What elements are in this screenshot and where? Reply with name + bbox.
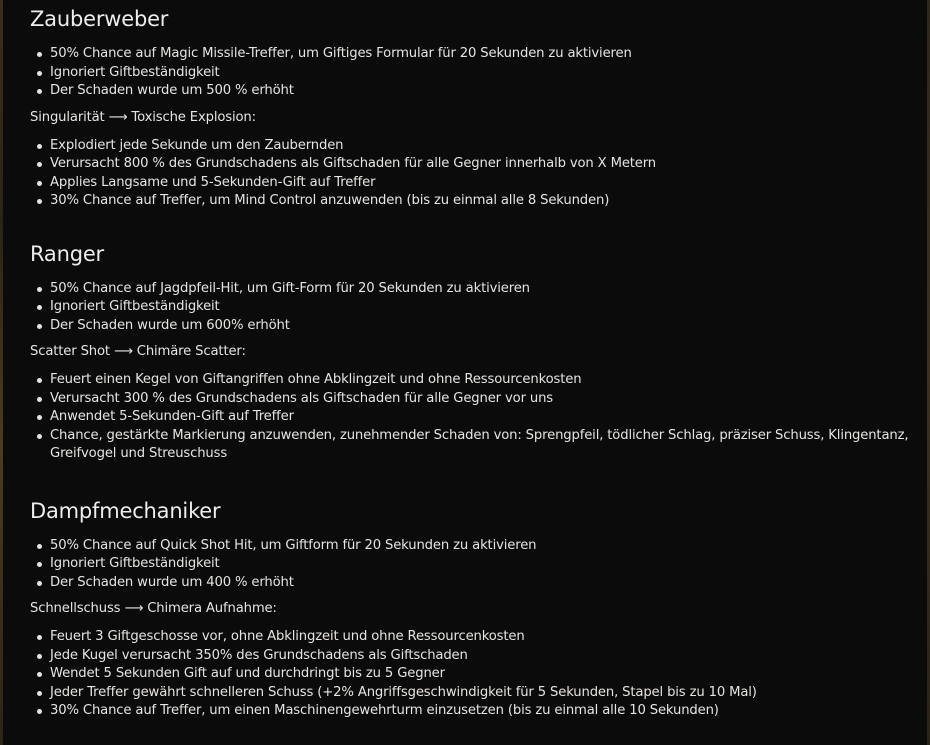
list-item: Jede Kugel verursacht 350% des Grundschadens als Giftschaden	[50, 647, 910, 666]
list-item: 50% Chance auf Quick Shot Hit, um Giftform für 20 Sekunden zu aktivieren	[50, 537, 910, 556]
skill-transform-label: Scatter Shot ⟶ Chimäre Scatter:	[30, 344, 246, 359]
list-item: 50% Chance auf Magic Missile-Treffer, um Giftiges Formular für 20 Sekunden zu aktivieren	[50, 45, 910, 64]
list-item: Verursacht 800 % des Grundschadens als Giftschaden für alle Gegner innerhalb von X Metern	[50, 155, 910, 174]
list-item: Explodiert jede Sekunde um den Zaubernden	[50, 137, 910, 156]
list-item: Applies Langsame und 5-Sekunden-Gift auf Treffer	[50, 174, 910, 193]
list-item: Ignoriert Giftbeständigkeit	[50, 64, 910, 83]
left-border-decoration	[0, 0, 3, 745]
effect-list	[30, 371, 910, 464]
document-content	[30, 4, 910, 721]
list-item: Jeder Treffer gewährt schnelleren Schuss (+2% Angriffsgeschwindigkeit für 5 Sekunden, Stapel bis zu 10 Mal)	[50, 684, 910, 703]
section-zauberweber	[30, 4, 910, 211]
section-title: Dampfmechaniker	[30, 498, 221, 523]
passive-list	[30, 280, 910, 336]
section-title: Zauberweber	[30, 7, 169, 31]
skill-transform-label: Singularität ⟶ Toxische Explosion:	[30, 109, 256, 125]
list-item: Ignoriert Giftbeständigkeit	[50, 555, 910, 574]
list-item: Feuert einen Kegel von Giftangriffen ohne Abklingzeit und ohne Ressourcenkosten	[50, 371, 910, 390]
section-dampfmechaniker	[30, 496, 910, 721]
list-item: Anwendet 5-Sekunden-Gift auf Treffer	[50, 408, 910, 427]
section-title: Ranger	[30, 241, 104, 266]
effect-list	[30, 628, 910, 721]
list-item: Verursacht 300 % des Grundschadens als Giftschaden für alle Gegner vor uns	[50, 390, 910, 409]
section-ranger	[30, 239, 910, 464]
passive-list	[30, 537, 910, 593]
list-item: 30% Chance auf Treffer, um einen Maschinengewehrturm einzusetzen (bis zu einmal alle 10 Sekunden)	[50, 702, 910, 721]
list-item: Der Schaden wurde um 600% erhöht	[50, 317, 910, 336]
passive-list	[30, 45, 910, 101]
list-item: Wendet 5 Sekunden Gift auf und durchdringt bis zu 5 Gegner	[50, 665, 910, 684]
list-item: 30% Chance auf Treffer, um Mind Control anzuwenden (bis zu einmal alle 8 Sekunden)	[50, 192, 910, 211]
list-item: Der Schaden wurde um 500 % erhöht	[50, 82, 910, 101]
list-item: Ignoriert Giftbeständigkeit	[50, 298, 910, 317]
list-item: Feuert 3 Giftgeschosse vor, ohne Abklingzeit und ohne Ressourcenkosten	[50, 628, 910, 647]
skill-transform-label: Schnellschuss ⟶ Chimera Aufnahme:	[30, 601, 277, 616]
list-item: 50% Chance auf Jagdpfeil-Hit, um Gift-Form für 20 Sekunden zu aktivieren	[50, 280, 910, 299]
list-item: Chance, gestärkte Markierung anzuwenden, zunehmender Schaden von: Sprengpfeil, tödlicher Schlag, präziser Schuss, Klingentanz, Greifvogel und Streuschuss	[50, 427, 910, 464]
effect-list	[30, 137, 910, 211]
list-item: Der Schaden wurde um 400 % erhöht	[50, 574, 910, 593]
